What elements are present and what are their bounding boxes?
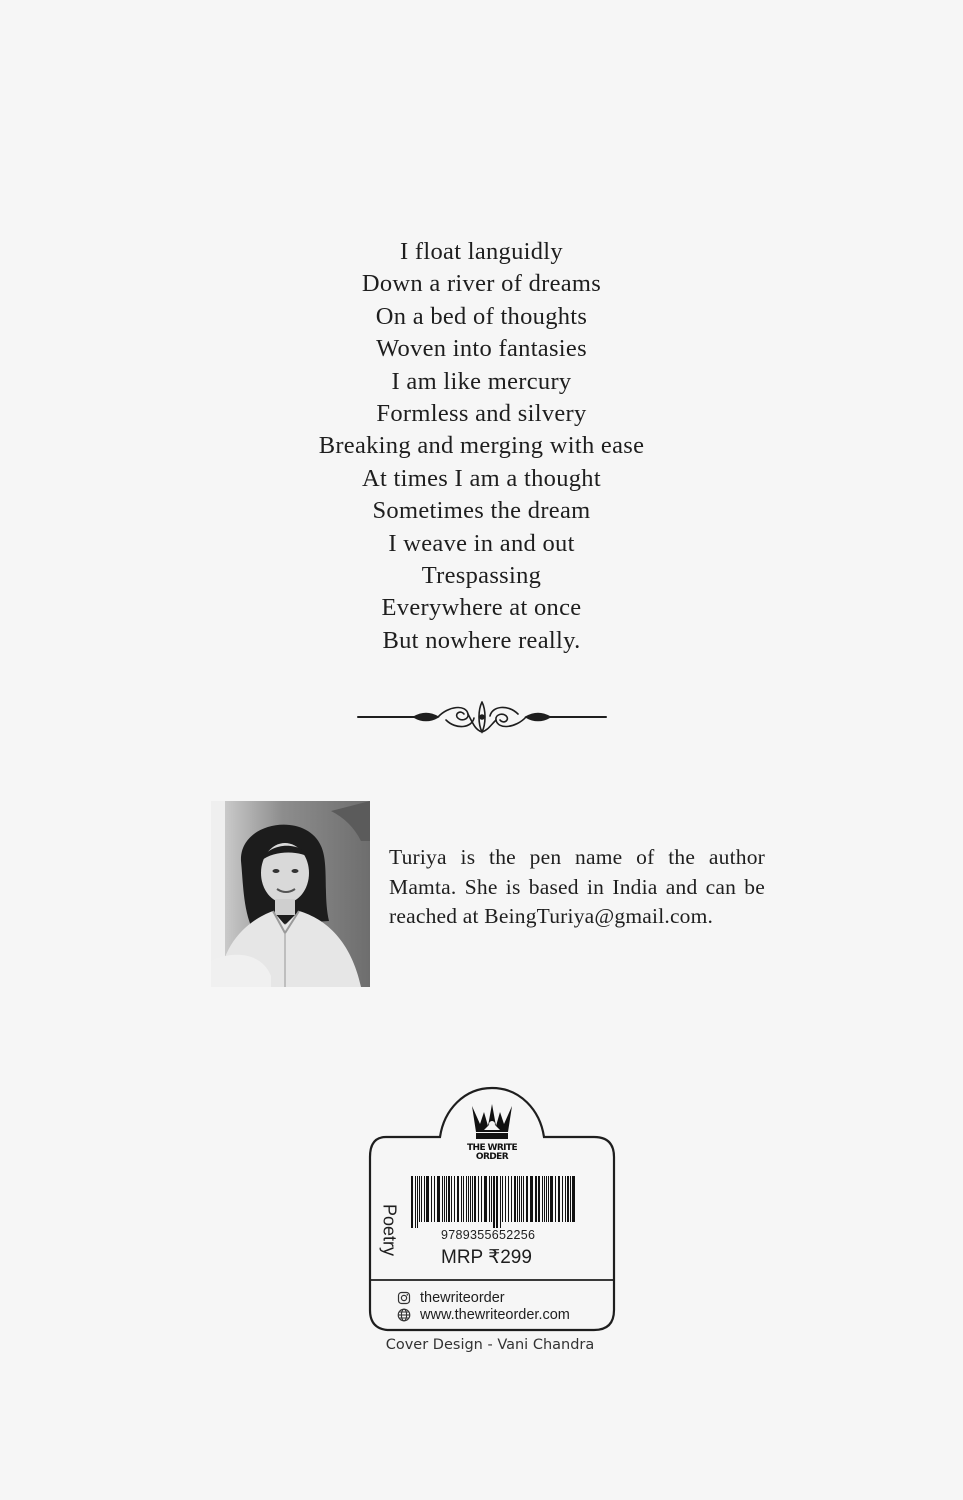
barcode-bar <box>448 1176 450 1222</box>
globe-icon <box>397 1308 411 1322</box>
barcode-bar <box>517 1176 518 1222</box>
barcode-bar <box>542 1176 543 1222</box>
poem-line: Everywhere at once <box>381 594 582 622</box>
barcode-bar <box>562 1176 563 1222</box>
cover-design-credit: Cover Design - Vani Chandra <box>385 1337 595 1353</box>
poem-line: Formless and silvery <box>376 400 587 428</box>
barcode-bar <box>426 1176 429 1222</box>
barcode-bar <box>437 1176 440 1222</box>
brand-line: ORDER <box>475 1152 509 1162</box>
isbn-number: 9789355652256 <box>441 1228 536 1242</box>
poem <box>0 236 963 657</box>
poem-line: At times I am a thought <box>362 464 601 492</box>
barcode-bar <box>451 1176 452 1222</box>
barcode-bar <box>500 1176 501 1228</box>
poem-line: Woven into fantasies <box>376 335 587 363</box>
barcode-bar <box>530 1176 533 1222</box>
barcode-bar <box>570 1176 571 1222</box>
poem-line: But nowhere really. <box>382 626 581 654</box>
barcode-bar <box>454 1176 455 1222</box>
ornamental-divider <box>356 700 608 736</box>
author-photo <box>211 801 370 987</box>
price: MRP ₹299 <box>441 1247 532 1268</box>
barcode-bar <box>421 1176 422 1222</box>
barcode-bar <box>424 1176 425 1222</box>
crown-logo-icon <box>466 1102 518 1144</box>
barcode-bar <box>505 1176 506 1222</box>
barcode-bar <box>555 1176 556 1222</box>
barcode-bar <box>567 1176 569 1222</box>
barcode-bar <box>544 1176 545 1222</box>
barcode-bar <box>419 1176 420 1222</box>
instagram-row <box>397 1290 505 1306</box>
barcode-bar <box>431 1176 432 1222</box>
brand-line: THE WRITE <box>466 1143 518 1153</box>
barcode-bar <box>548 1176 549 1222</box>
barcode <box>409 1176 579 1228</box>
barcode-bar <box>434 1176 435 1222</box>
barcode-bar <box>466 1176 467 1222</box>
poem-line: I am like mercury <box>391 367 572 395</box>
barcode-bar <box>496 1176 498 1228</box>
genre-label <box>372 1200 406 1260</box>
author-bio: Turiya is the pen name of the author Mamta. She is based in India and can be reached at BeingTuriya@gmail.com. <box>389 845 765 928</box>
barcode-bar <box>546 1176 547 1222</box>
barcode-bar <box>491 1176 492 1222</box>
barcode-bar <box>572 1176 575 1222</box>
barcode-bar <box>484 1176 487 1222</box>
genre-text: Poetry <box>379 1203 400 1257</box>
barcode-bar <box>511 1176 512 1222</box>
barcode-bar <box>523 1176 524 1222</box>
instagram-handle: thewriteorder <box>420 1290 505 1306</box>
barcode-bar <box>508 1176 509 1222</box>
barcode-bar <box>514 1176 516 1222</box>
barcode-bar <box>565 1176 566 1222</box>
website-row <box>397 1307 570 1323</box>
barcode-bar <box>463 1176 464 1222</box>
barcode-bar <box>489 1176 490 1222</box>
barcode-bar <box>446 1176 447 1222</box>
barcode-bar <box>472 1176 473 1222</box>
barcode-bar <box>478 1176 479 1222</box>
poem-line: Down a river of dreams <box>361 270 602 298</box>
poem-line: On a bed of thoughts <box>375 302 588 330</box>
website-url: www.thewriteorder.com <box>420 1307 570 1323</box>
barcode-bar <box>417 1176 418 1228</box>
barcode-bar <box>442 1176 443 1222</box>
barcode-bar <box>502 1176 503 1222</box>
barcode-bar <box>461 1176 462 1222</box>
barcode-bar <box>535 1176 537 1222</box>
barcode-bar <box>457 1176 459 1222</box>
barcode-bar <box>521 1176 522 1222</box>
poem-line: I float languidly <box>400 238 563 265</box>
publisher-brand <box>368 1144 616 1162</box>
poem-line: Breaking and merging with ease <box>318 432 645 460</box>
barcode-bar <box>526 1176 528 1222</box>
barcode-bar <box>493 1176 495 1228</box>
barcode-bar <box>550 1176 553 1222</box>
poem-line: I weave in and out <box>388 529 575 557</box>
barcode-bar <box>474 1176 476 1222</box>
poem-line: Trespassing <box>421 562 542 590</box>
barcode-bar <box>538 1176 540 1222</box>
barcode-bar <box>519 1176 520 1222</box>
poem-line: Sometimes the dream <box>372 497 591 525</box>
barcode-bar <box>470 1176 471 1222</box>
barcode-bar <box>468 1176 469 1222</box>
barcode-bar <box>444 1176 445 1222</box>
barcode-bar <box>411 1176 413 1228</box>
barcode-bar <box>558 1176 560 1222</box>
barcode-bar <box>415 1176 416 1228</box>
instagram-icon <box>397 1291 411 1305</box>
barcode-bar <box>481 1176 482 1222</box>
